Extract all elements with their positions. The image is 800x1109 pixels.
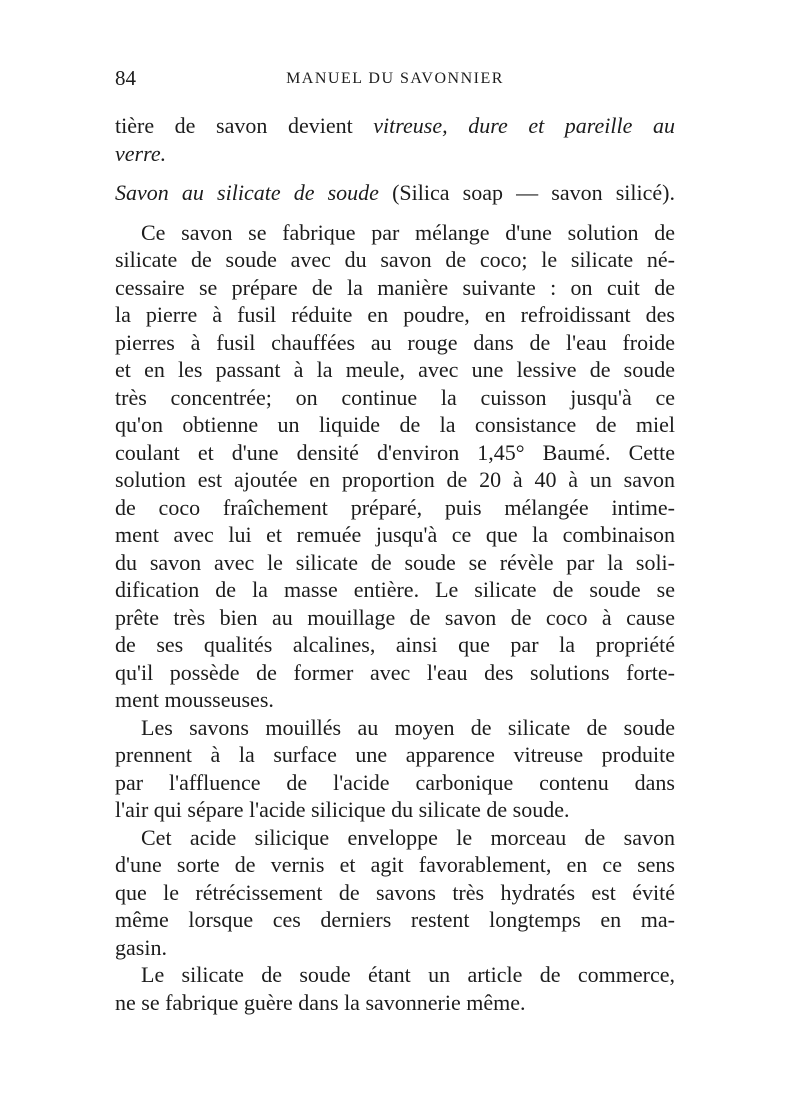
spacer [115,167,675,179]
text-line: même lorsque ces derniers restent longtemps en ma- [115,907,675,932]
text-line: que le rétrécissement de savons très hydratés est évité [115,879,675,905]
paragraph-2 [115,714,675,824]
text-line: l'air qui sépare l'acide silicique du silicate de soude. [115,797,570,822]
text-line: ment avec lui et remuée jusqu'à ce que la combinaison [115,522,675,547]
text-line: qu'il possède de former avec l'eau des solutions forte- [115,659,675,685]
body-text [115,112,675,1016]
text-line: par l'affluence de l'acide carbonique contenu dans [115,769,675,795]
text-line: solution est ajoutée en proportion de 20 à 40 à un savon [115,467,675,492]
text-line: gasin. [115,934,167,960]
text-line: dification de la masse entière. Le silicate de soude se [115,577,675,602]
text-line: qu'on obtienne un liquide de la consistance de miel [115,412,675,437]
running-head [115,66,675,96]
paragraph-3 [115,824,675,962]
text-line: ne se fabrique guère dans la savonnerie même. [115,989,526,1015]
text-line: du savon avec le silicate de soude se révèle par la soli- [115,549,675,575]
text-line: très concentrée; on continue la cuisson jusqu'à ce [115,384,675,410]
text-line: pierres à fusil chauffées au rouge dans de l'eau froide [115,329,675,355]
text-line: coulant et d'une densité d'environ 1,45° Baumé. Cette [115,439,675,465]
text-line: Ce savon se fabrique par mélange d'une solution de [141,219,675,245]
text-line: Le silicate de soude étant un article de commerce, [141,962,675,987]
running-title: MANUEL DU SAVONNIER [286,70,504,87]
text-line: et en les passant à la meule, avec une lessive de soude [115,357,675,382]
text-line: la pierre à fusil réduite en poudre, en refroidissant des [115,302,675,327]
text-line: prennent à la surface une apparence vitreuse produite [115,742,675,767]
page-number: 84 [115,66,136,90]
paragraph-1 [115,219,675,714]
text-line: de coco fraîchement préparé, puis mélangée intime- [115,494,675,520]
text-line: Cet acide silicique enveloppe le morceau de savon [141,824,675,850]
text-run: tière de savon devient [115,113,374,138]
text-line: ment mousseuses. [115,687,274,712]
heading-normal: (Silica soap — savon silicé). [378,180,675,205]
text-line [115,140,675,168]
text-line: prête très bien au mouillage de savon de coco à cause [115,604,675,630]
paragraph-4 [115,961,675,1016]
italic-text: vitreuse, dure et pareille au [373,113,675,138]
text-line [115,112,675,140]
text-line: Les savons mouillés au moyen de silicate de soude [141,714,675,740]
heading-italic: Savon au silicate de soude [115,180,379,205]
text-line: silicate de soude avec du savon de coco; le silicate né- [115,247,675,272]
spacer [115,207,675,219]
section-heading [115,179,675,207]
text-line: cessaire se prépare de la manière suivante : on cuit de [115,274,675,300]
text-line: d'une sorte de vernis et agit favorablement, en ce sens [115,852,675,877]
italic-text: verre. [115,140,167,166]
text-line: de ses qualités alcalines, ainsi que par la propriété [115,632,675,657]
